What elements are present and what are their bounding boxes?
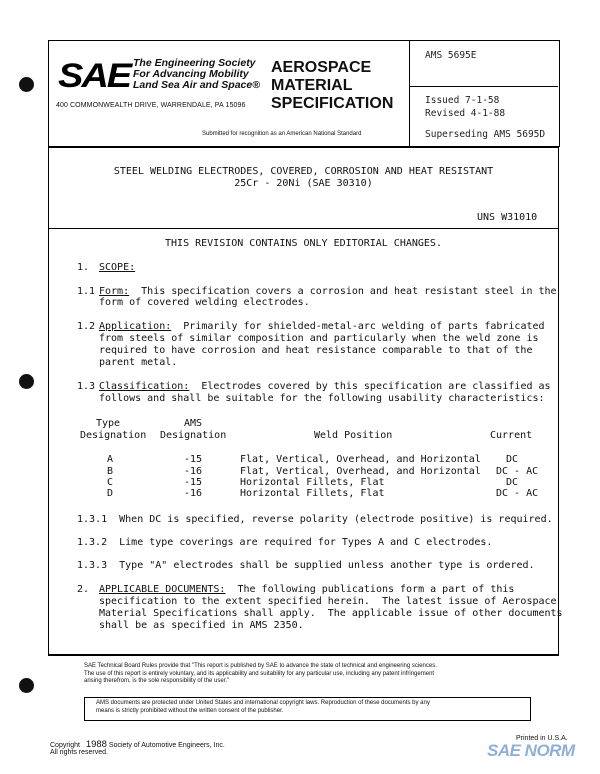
- section-1-2-line3: required to have corrosion and heat resistance comparable to that of the: [99, 345, 533, 356]
- table-cell-weld: Horizontal Fillets, Flat: [240, 477, 385, 488]
- section-1-3-line1: Classification: Electrodes covered by this specification are classified as: [99, 381, 551, 392]
- table-cell-current: DC: [506, 477, 519, 488]
- society-name: The Engineering Society For Advancing Mobility Land Sea Air and Space®: [133, 57, 260, 91]
- table-header-weld: Weld Position: [314, 430, 393, 441]
- binder-hole-top: [19, 77, 34, 92]
- ansi-submission-note: Submitted for recognition as an American National Standard: [202, 131, 362, 137]
- table-cell-type: D: [107, 488, 114, 499]
- table-cell-ams: -15: [184, 477, 203, 488]
- revision-notice: THIS REVISION CONTAINS ONLY EDITORIAL CHANGES.: [165, 238, 442, 249]
- section-1-1-number: 1.1: [77, 286, 96, 297]
- table-cell-current: DC - AC: [496, 488, 539, 499]
- doc-title-line2: 25Cr - 20Ni (SAE 30310): [234, 178, 373, 189]
- section-1-2-line2: from steels of similar composition and particularly when the weld zone is: [99, 333, 539, 344]
- frame-right: [558, 146, 559, 654]
- printed-in: Printed in U.S.A.: [516, 735, 568, 742]
- body-bottom-rule: [48, 654, 559, 656]
- board-rules-note: SAE Technical Board Rules provide that "This report is published by SAE to advance the state of technical and engineering sciences. The use of this report is entirely voluntary, and its applicability and suitability for any particular use, including any patent infringement arising therefrom, is the sole responsibility of the user.": [84, 663, 437, 684]
- section-2-line1: APPLICABLE DOCUMENTS: The following publications form a part of this: [99, 584, 515, 595]
- section-2-number: 2.: [77, 584, 90, 595]
- section-1-3-line2: follows and shall be suitable for the following usability characteristics:: [99, 393, 545, 404]
- table-cell-ams: -15: [184, 454, 203, 465]
- table-cell-weld: Horizontal Fillets, Flat: [240, 488, 385, 499]
- binder-hole-middle: [19, 374, 34, 389]
- table-header-type-2: Designation: [80, 430, 147, 441]
- table-header-ams-2: Designation: [160, 430, 227, 441]
- superseding-note: Superseding AMS 5695D: [425, 129, 546, 140]
- section-1-3-number: 1.3: [77, 381, 96, 392]
- section-1-2-line4: parent metal.: [99, 357, 178, 368]
- doc-title-line1: STEEL WELDING ELECTRODES, COVERED, CORROSION AND HEAT RESISTANT: [113, 166, 494, 177]
- sae-norm-watermark: SAE NORM: [487, 741, 575, 760]
- uns-number: UNS W31010: [477, 212, 538, 223]
- issued-date: Issued 7-1-58: [425, 95, 500, 106]
- section-1-2-line1: Application: Primarily for shielded-metal-arc welding of parts fabricated: [99, 321, 545, 332]
- spec-type-title: AEROSPACE MATERIAL SPECIFICATION: [271, 59, 394, 112]
- section-2-line2: specification to the extent specified herein. The latest issue of Aerospace: [99, 596, 557, 607]
- society-address: 400 COMMONWEALTH DRIVE, WARRENDALE, PA 15096: [56, 102, 246, 109]
- table-header-type-1: Type: [96, 418, 121, 429]
- sae-logo: SAE: [58, 57, 131, 95]
- section-1-number: 1.: [77, 262, 90, 273]
- copyright-notice-text: AMS documents are protected under United States and international copyright laws. Reproduction of these documents by any means is strictly prohibited without the written consent of the publisher.: [96, 700, 430, 714]
- revised-date: Revised 4-1-88: [425, 108, 506, 119]
- binder-hole-bottom: [19, 678, 34, 693]
- rights-reserved: All rights reserved.: [50, 749, 108, 756]
- table-header-ams-1: AMS: [184, 418, 203, 429]
- section-1-1-line2: form of covered welding electrodes.: [99, 297, 310, 308]
- section-1-3-3: 1.3.3 Type "A" electrodes shall be supplied unless another type is ordered.: [77, 560, 535, 571]
- header-bottom-rule: [48, 146, 559, 148]
- header-right-divider: [409, 86, 558, 87]
- table-cell-ams: -16: [184, 488, 203, 499]
- section-2-line4: shall be as specified in AMS 2350.: [99, 620, 304, 631]
- title-bottom-rule: [48, 228, 559, 229]
- frame-left: [48, 146, 49, 654]
- table-header-current: Current: [490, 430, 533, 441]
- table-cell-ams: -16: [184, 466, 203, 477]
- table-cell-type: C: [107, 477, 114, 488]
- table-cell-weld: Flat, Vertical, Overhead, and Horizontal: [240, 466, 481, 477]
- table-cell-current: DC: [506, 454, 519, 465]
- table-cell-weld: Flat, Vertical, Overhead, and Horizontal: [240, 454, 481, 465]
- section-2-line3: Material Specifications shall apply. The applicable issue of other documents: [99, 608, 563, 619]
- section-1-2-number: 1.2: [77, 321, 96, 332]
- section-1-1-line1: Form: This specification covers a corrosion and heat resistant steel in the: [99, 286, 557, 297]
- section-1-3-1: 1.3.1 When DC is specified, reverse polarity (electrode positive) is required.: [77, 514, 553, 525]
- table-cell-current: DC - AC: [496, 466, 539, 477]
- table-cell-type: B: [107, 466, 114, 477]
- section-1-title: SCOPE:: [99, 262, 136, 273]
- copyright-line: Copyright 1988 Society of Automotive Engineers, Inc.: [50, 739, 225, 750]
- doc-number: AMS 5695E: [425, 50, 477, 61]
- table-cell-type: A: [107, 454, 114, 465]
- section-1-3-2: 1.3.2 Lime type coverings are required for Types A and C electrodes.: [77, 537, 493, 548]
